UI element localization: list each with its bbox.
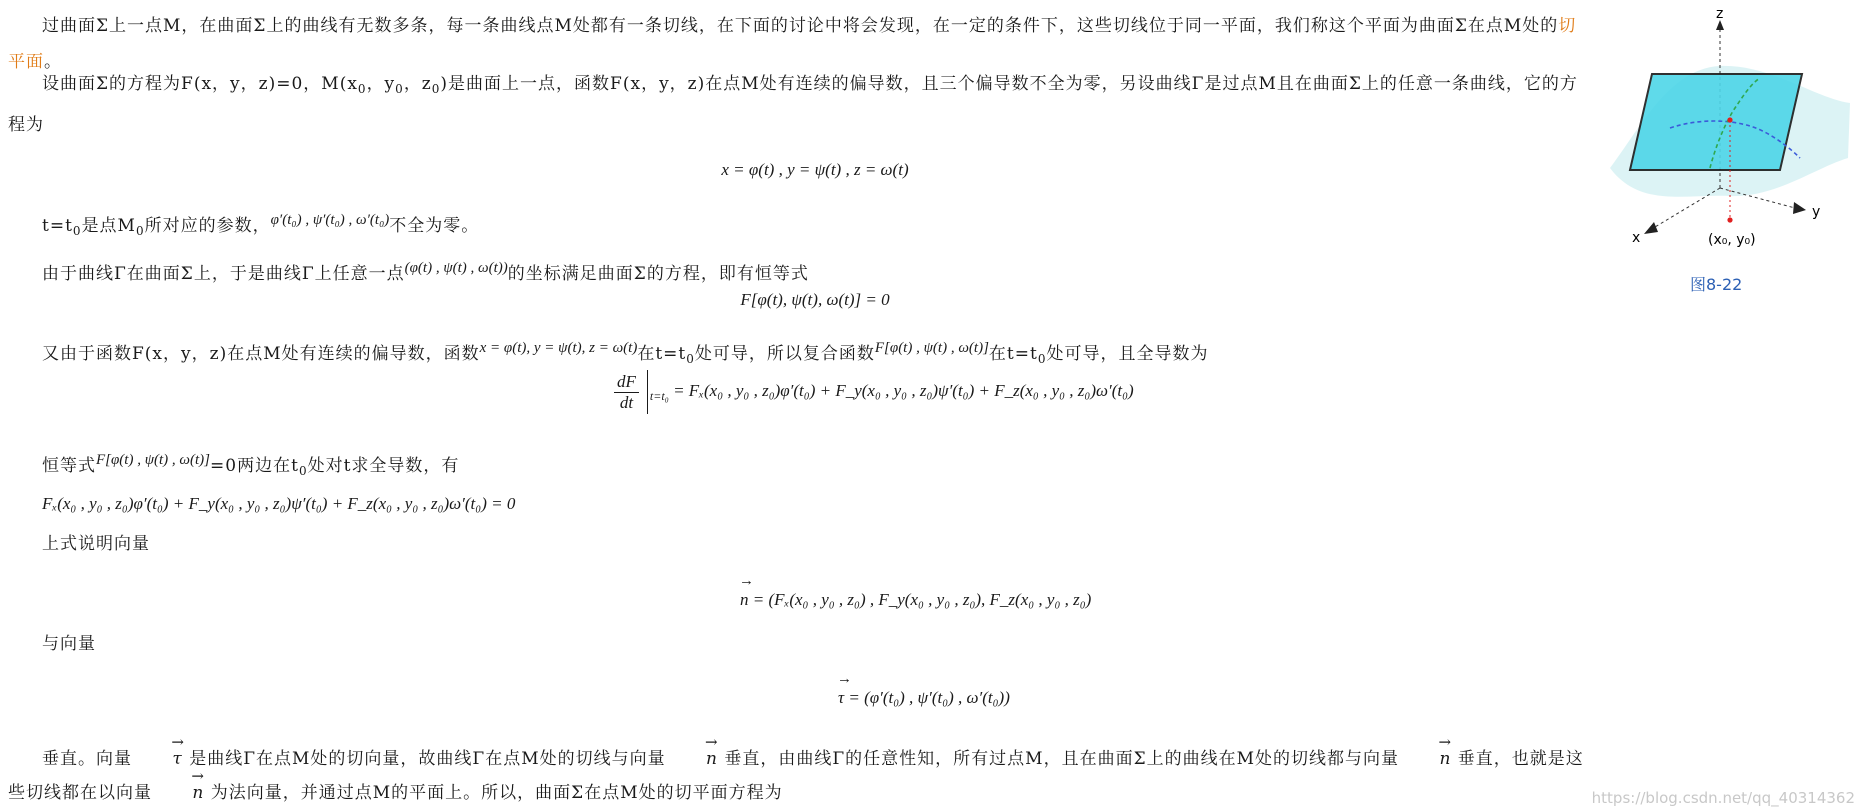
p5-sub-2: 0 [1037,352,1047,366]
tangent-vector-rhs: = (φ′(t₀) , ψ′(t₀) , ω′(t₀)) [848,688,1010,707]
tangent-plane [1630,74,1802,170]
vector-n-symbol: → n [740,590,749,610]
paragraph-parameter [8,202,1588,249]
fraction-denominator: dt [619,392,634,412]
z-axis-label: z [1716,8,1724,22]
y-arrow-icon [1793,202,1806,214]
paragraph-surface-equation [8,66,1588,143]
tangent-vector-equation [838,688,1010,708]
curve-parametric-equation: x = φ(t) , y = ψ(t) , z = ω(t) [721,160,909,179]
p3-sub-t: 0 [72,224,82,238]
figure-caption: 图8-22 [1690,275,1743,294]
p6-sub-t: 0 [298,464,308,478]
paragraph-differentiate [8,442,1588,489]
p5-text-a: 又由于函数F(x，y，z)在点M处有连续的偏导数，函数 [42,344,480,364]
p6-identity-inline: F[φ(t) , ψ(t) , ω(t)] [96,452,211,468]
p6-text-c: 处对t求全导数，有 [307,456,460,476]
base-point [1727,217,1732,222]
p5-sub-1: 0 [686,352,695,366]
p2-sub-z: 0 [431,82,441,96]
fraction-numerator: dF [614,372,639,393]
p9-vector-n-1: → n [672,742,718,776]
p3-derivatives-inline: φ′(t₀) , ψ′(t₀) , ω′(t₀) [270,212,390,228]
p3-text-a: t=t [42,216,73,236]
paragraph-vector-n-intro: 上式说明向量 [42,534,150,554]
total-derivative-equation [614,370,1134,414]
p2-text-d: )是曲面上一点，函数F(x，y，z)在点M处有连续的偏导数，且三个偏导数不全为零，另设曲线Γ是过点M且在曲面Σ上的任意一条曲线，它的方程为 [8,74,1578,135]
zero-derivative-equation: Fₓ(x₀ , y₀ , z₀)φ′(t₀) + F_y(x₀ , y₀ , z₀)ψ′(t₀) + F_z(x₀ , y₀ , z₀)ω′(t₀) = 0 [42,494,516,513]
y-axis-label: y [1812,204,1821,220]
p5-composite-inline: F[φ(t) , ψ(t) , ω(t)] [874,340,989,356]
p5-text-c: 处可导，所以复合函数 [694,344,875,364]
normal-vector-equation [740,590,1091,610]
derivative-rhs: = Fₓ(x₀ , y₀ , z₀)φ′(t₀) + F_y(x₀ , y₀ , z₀)ψ′(t₀) + F_z(x₀ , y₀ , z₀)ω′(t₀) [673,380,1134,400]
vector-tau-symbol: → τ [838,688,844,708]
p6-text-b: =0两边在t [210,456,299,476]
p5-text-b: 在t=t [637,344,687,364]
base-point-label: (x₀, y₀) [1708,232,1756,248]
p2-sub-x: 0 [357,82,367,96]
p9-text-a: 垂直。向量 [42,749,132,769]
derivative-fraction [614,372,639,413]
p4-text-a: 由于曲线Γ在曲面Σ上，于是曲线Γ上任意一点 [42,264,405,284]
p4-point-inline: (φ(t) , ψ(t) , ω(t)) [404,260,508,276]
p9-vector-n-3: → n [158,776,204,810]
p2-text-b: ，y [366,74,396,94]
normal-vector-rhs: = (Fₓ(x₀ , y₀ , z₀) , F_y(x₀ , y₀ , z₀), F_z(x₀ , y₀ , z₀) [752,590,1092,609]
p9-vector-n-2: → n [1405,742,1451,776]
intro-end: 。 [44,52,62,72]
p5-text-d: 在t=t [988,344,1038,364]
p2-text-a: 设曲面Σ的方程为F(x，y，z)=0，M(x [42,74,358,94]
p5-functions-inline: x = φ(t), y = ψ(t), z = ω(t) [479,340,638,356]
p3-text-d: 不全为零。 [389,216,480,236]
p2-text-c: ，z [403,74,432,94]
p9-text-d: 垂直，也就是这些切线都在以向量 [8,749,1584,803]
x-arrow-icon [1644,222,1658,234]
evaluation-bar [647,370,648,414]
p9-text-c: 垂直，由曲线Γ的任意性知，所有过点M，且在曲面Σ上的曲线在M处的切线都与向量 [724,749,1400,769]
identity-equation: F[φ(t), ψ(t), ω(t)] = 0 [740,290,890,309]
p2-sub-y: 0 [395,82,404,96]
p3-text-b: 是点M [81,216,136,236]
tangent-plane-figure [1600,8,1858,308]
x-axis-label: x [1632,230,1641,246]
paragraph-identity [8,250,1588,292]
p4-text-b: 的坐标满足曲面Σ的方程，即有恒等式 [507,264,809,284]
paragraph-vector-tau-intro: 与向量 [42,634,96,654]
p6-text-a: 恒等式 [42,456,96,476]
p9-vector-tau: → τ [138,742,182,776]
p3-text-c: 所对应的参数， [144,216,271,236]
p9-text-b: 是曲线Γ在点M处的切向量，故曲线Γ在点M处的切线与向量 [189,749,666,769]
paragraph-conclusion [8,742,1588,810]
intro-text: 过曲面Σ上一点M，在曲面Σ上的曲线有无数多条，每一条曲线点M处都有一条切线，在下面的讨论中将会发现，在一定的条件下，这些切线位于同一平面，我们称这个平面为曲面Σ在点M处的 [42,16,1559,36]
p3-sub-m: 0 [135,224,145,238]
tangent-plane-link[interactable]: 切平面 [8,16,1577,72]
watermark: https://blog.csdn.net/qq_40314362 [1591,789,1855,807]
p5-text-e: 处可导，且全导数为 [1046,344,1209,364]
evaluation-condition: t=t₀ [649,388,669,403]
p9-text-e: 为法向量，并通过点M的平面上。所以，曲面Σ在点M处的切平面方程为 [210,783,783,803]
